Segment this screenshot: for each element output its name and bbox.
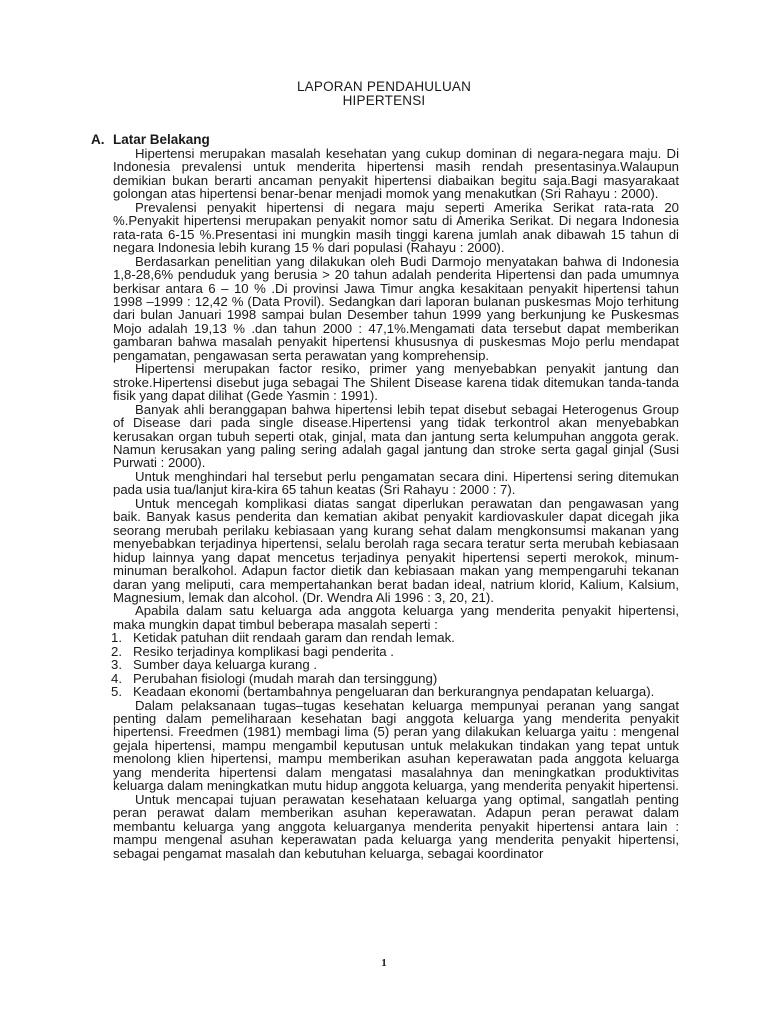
paragraph: Banyak ahli beranggapan bahwa hipertensi lebih tepat disebut sebagai Heterogenus Group of Disease dari pada single disease.Hipertensi yang tidak terkontrol akan menyebabkan kerusakan organ tubuh seperti otak, ginjal, mata dan jantung serta kelumpuhan anggota gerak. Namun kerusakan yang paling sering adalah gagal jantung dan stroke serta gagal ginjal (Susi Purwati : 2000). xyxy=(113,401,679,471)
list-item xyxy=(111,658,679,671)
list-item xyxy=(111,645,679,658)
list-item-text: Sumber daya keluarga kurang . xyxy=(133,657,318,673)
document-title-block xyxy=(0,80,768,108)
paragraph: Hipertensi merupakan factor resiko, primer yang menyebabkan penyakit jantung dan stroke.Hipertensi disebut juga sebagai The Shilent Disease karena tidak ditemukan tanda-tanda fisik yang dapat dilihat (Gede Yasmin : 1991). xyxy=(113,361,679,404)
paragraph: Untuk mencapai tujuan perawatan kesehataan keluarga yang optimal, sangatlah penting peran perawat dalam memberikan asuhan keperawatan. Adapun peran perawat dalam membantu keluarga yang anggota keluarganya menderita penyakit hipertensi antara lain : mampu mengenal asuhan keperawatan pada keluarga yang menderita penyakit hipertensi, sebagai pengamat masalah dan kebutuhan keluarga, sebagai koordinator xyxy=(113,791,679,861)
list-item-number: 1. xyxy=(111,630,122,646)
paragraph: Apabila dalam satu keluarga ada anggota keluarga yang menderita penyakit hipertensi, maka mungkin dapat timbul beberapa masalah seperti : xyxy=(113,603,679,632)
list-item-text: Perubahan fisiologi (mudah marah dan tersinggung) xyxy=(133,670,438,686)
list-item-number: 4. xyxy=(111,670,122,686)
list-item-text: Ketidak patuhan diit rendaah garam dan rendah lemak. xyxy=(133,630,455,646)
list-item-number: 5. xyxy=(111,684,122,700)
paragraph: Untuk menghindari hal tersebut perlu pengamatan secara dini. Hipertensi sering ditemukan pada usia tua/lanjut kira-kira 65 tahun keatas (Sri Rahayu : 2000 : 7). xyxy=(113,468,679,498)
list-item-text: Keadaan ekonomi (bertambahnya pengeluaran dan berkurangnya pendapatan keluarga). xyxy=(133,684,655,700)
paragraph: Berdasarkan penelitian yang dilakukan oleh Budi Darmojo menyatakan bahwa di Indonesia 1,8-28,6% penduduk yang berusia > 20 tahun adalah penderita Hipertensi dan pada umumnya berkisar antara 6 – 10 % .Di provinsi Jawa Timur angka kesakitaan penyakit hipertensi tahun 1998 –1999 : 12,42 % (Data Provil). Sedangkan dari laporan bulanan puskesmas Mojo terhitung dari bulan Januari 1998 sampai bulan Desember tahun 1999 yang berkunjung ke Puskesmas Mojo adalah 19,13 % .dan tahun 2000 : 47,1%.Mengamati data tersebut dapat memberikan gambaran bahwa masalah penyakit hipertensi khususnya di puskesmas Mojo perlu mendapat pengamatan, pengawasan serta perawatan yang komprehensip. xyxy=(113,253,679,363)
body-text xyxy=(113,147,679,860)
problem-list xyxy=(111,631,679,698)
paragraph: Prevalensi penyakit hipertensi di negara maju seperti Amerika Serikat rata-rata 20 %.Penyakit hipertensi merupakan penyakit nomor satu di Amerika Serikat. Di negara Indonesia rata-rata 6-15 %.Presentasi ini mungkin masih tinggi karena jumlah anak dibawah 15 tahun di negara Indonesia lebih kurang 15 % dari populasi (Rahayu : 2000). xyxy=(113,199,679,256)
document-title: LAPORAN PENDAHULUAN xyxy=(296,79,472,94)
section-title: Latar Belakang xyxy=(113,132,210,147)
list-item xyxy=(111,631,679,644)
paragraph: Dalam pelaksanaan tugas–tugas kesehatan keluarga mempunyai peranan yang sangat penting dalam pemeliharaan kesehatan bagi anggota keluarga yang menderita penyakit hipertensi. Freedmen (1981) membagi lima (5) peran yang dilakukan keluarga yaitu : mengenal gejala hipertensi, mampu mengambil keputusan untuk melakukan tindakan yang tepat untuk menolong klien hipertensi, mampu memberikan asuhan keperawatan pada anggota keluarga yang menderita hipertensi dalam mengatasi masalahnya dan meningkatkan produktivitas keluarga dalam meningkatkan mutu hidup anggota keluarga, yang menderita penyakit hipertensi. xyxy=(113,697,679,794)
list-item-number: 3. xyxy=(111,657,122,673)
list-item-number: 2. xyxy=(111,643,122,659)
paragraph: Untuk mencegah komplikasi diatas sangat diperlukan perawatan dan pengawasan yang baik. Banyak kasus penderita dan kematian akibat penyakit kardiovaskuler dapat dicegah jika seorang merubah perilaku kebiasaan yang kurang sehat dalam mengkonsumsi makanan yang menyebabkan terjadinya hipertensi, selalu berolah raga secara teratur serta merubah kebiasaan hidup lainnya yang dapat mencetus terjadinya penyakit hipertensi seperti merokok, minum-minuman beralkohol. Adapun factor dietik dan kebiasaan makan yang mempengaruhi tekanan daran yang meliputi, cara mempertahankan berat badan ideal, natrium klorid, Kalium, Kalsium, Magnesium, lemak dan alcohol. (Dr. Wendra Ali 1996 : 3, 20, 21). xyxy=(113,495,679,605)
section-number: A. xyxy=(91,132,105,147)
paragraph: Hipertensi merupakan masalah kesehatan yang cukup dominan di negara-negara maju. Di Indonesia prevalensi untuk menderita hipertensi masih rendah presentasinya.Walaupun demikian bukan berarti ancaman penyakit hipertensi diabaikan begitu saja.Bagi masyarakaat golongan atas hipertensi benar-benar menjadi momok yang menakutkan (Sri Rahayu : 2000). xyxy=(113,146,679,202)
list-item xyxy=(111,672,679,685)
list-item xyxy=(111,685,679,698)
page-number: 1 xyxy=(381,957,387,969)
document-subtitle: HIPERTENSI xyxy=(342,93,426,108)
list-item-text: Resiko terjadinya komplikasi bagi penderita . xyxy=(133,643,394,659)
section-heading xyxy=(91,133,210,147)
